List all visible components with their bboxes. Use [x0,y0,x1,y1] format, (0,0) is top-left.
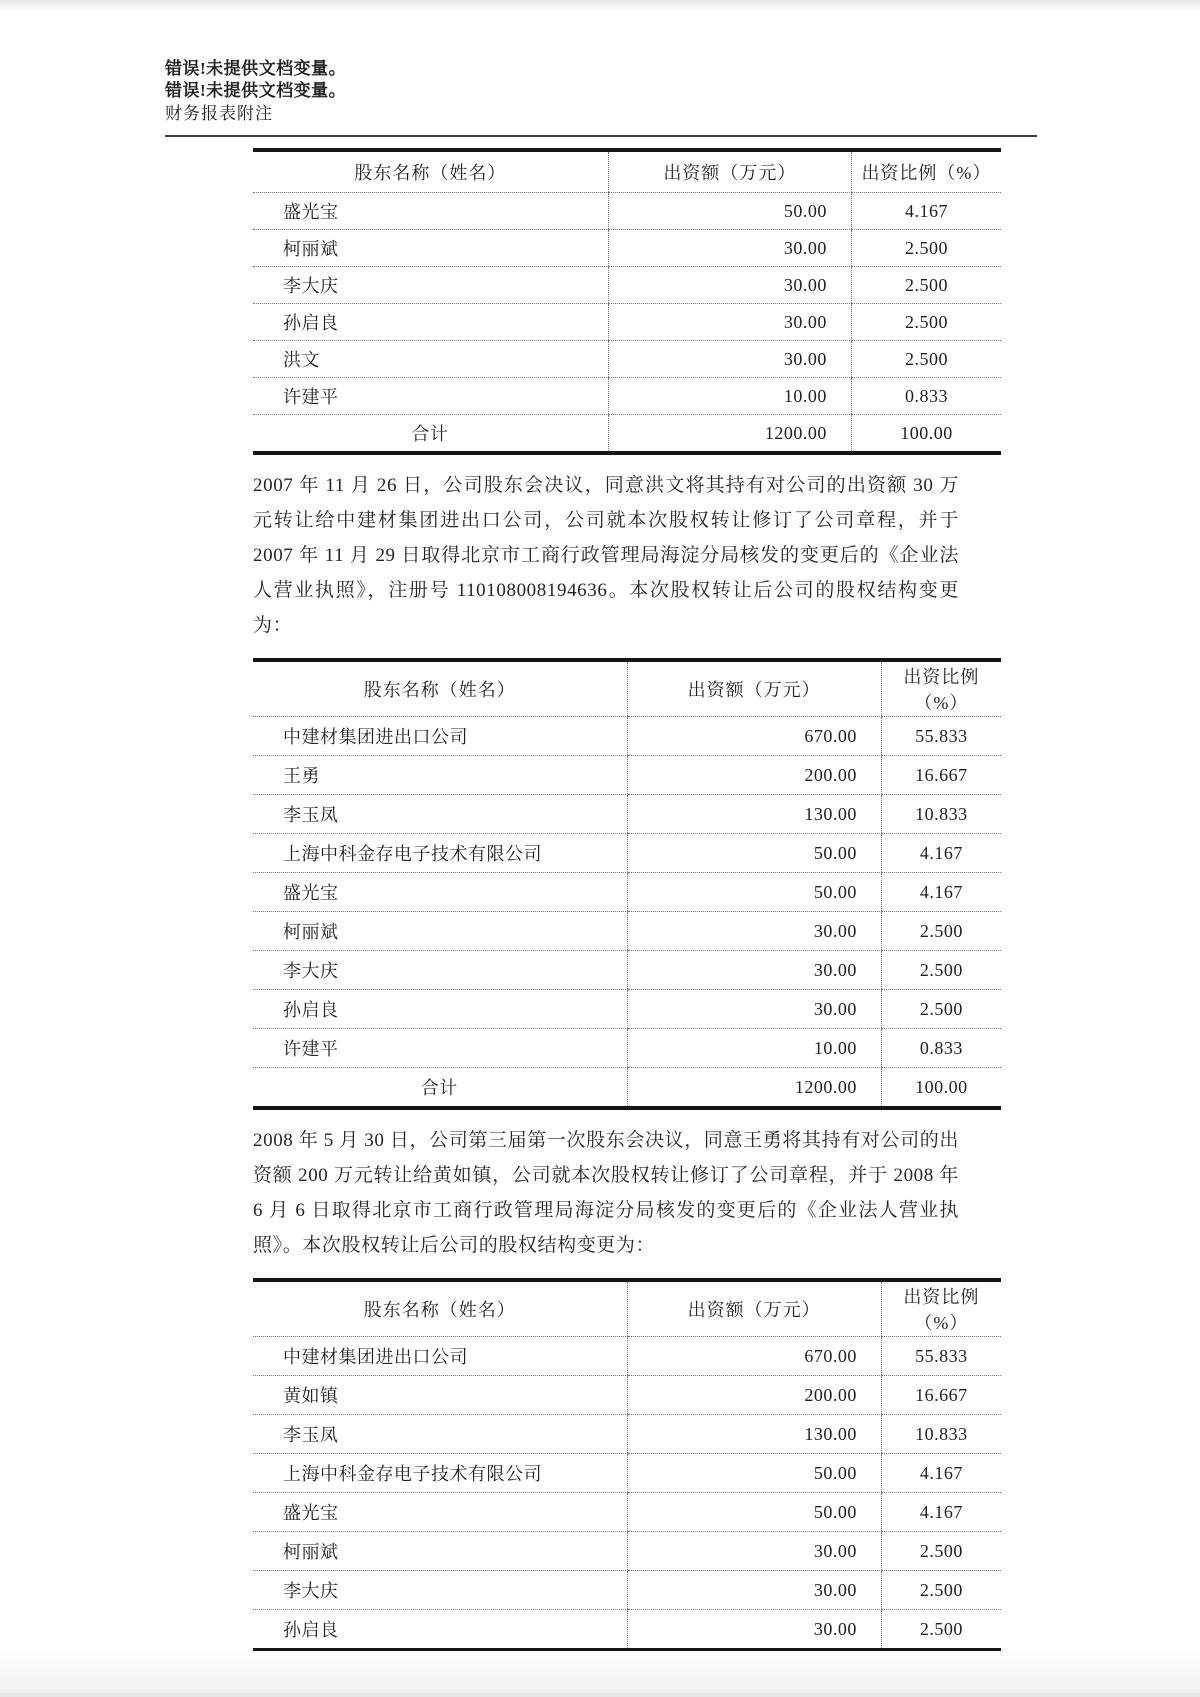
shareholder-name: 柯丽斌 [253,1532,627,1571]
total-row [253,415,1001,454]
shareholder-name: 孙启良 [283,1620,339,1640]
contribution-amount: 30.00 [627,951,881,990]
shareholder-table-before-2007-transfer [253,148,1001,455]
shareholder-row [253,378,1001,415]
contribution-amount: 50.00 [627,1454,881,1493]
shareholder-row [253,1532,1001,1571]
contribution-amount: 30.00 [608,230,851,267]
column-header: 出资额（万元） [627,660,881,717]
shareholder-row [253,990,1001,1029]
contribution-amount: 30.00 [627,1532,881,1571]
table-header-row [253,660,1001,717]
shareholder-row [253,1610,1001,1651]
scan-edge-bottom [0,1651,1200,1697]
contribution-ratio: 2.500 [851,267,1001,304]
shareholder-row [253,834,1001,873]
shareholder-row [253,230,1001,267]
doc-header [165,58,1037,125]
shareholder-row [253,267,1001,304]
shareholder-name: 李玉凤 [253,1415,627,1454]
shareholder-row [253,912,1001,951]
shareholder-row [253,1493,1001,1532]
contribution-amount: 30.00 [627,1610,881,1651]
header-section-title: 财务报表附注 [165,104,273,123]
shareholder-name: 孙启良 [253,990,627,1029]
contribution-amount: 50.00 [627,834,881,873]
shareholder-name: 黄如镇 [253,1376,627,1415]
shareholder-row [253,1337,1001,1376]
contribution-ratio: 2.500 [851,341,1001,378]
contribution-ratio: 2.500 [881,1571,1001,1610]
shareholder-name: 上海中科金存电子技术有限公司 [253,1454,627,1493]
column-header: 股东名称（姓名） [253,1280,627,1337]
contribution-amount: 30.00 [608,304,851,341]
shareholder-name: 李大庆 [253,267,608,304]
column-header: 出资额（万元） [608,150,851,193]
shareholder-row [253,341,1001,378]
shareholder-row [253,756,1001,795]
contribution-ratio: 2.500 [881,1532,1001,1571]
shareholder-table-after-2007-transfer [253,658,1001,1110]
contribution-amount: 670.00 [627,717,881,756]
contribution-amount: 30.00 [608,267,851,304]
contribution-ratio: 100.00 [881,1068,1001,1109]
shareholder-name: 王勇 [253,756,627,795]
shareholder-name: 孙启良 [253,304,608,341]
contribution-ratio: 2.500 [851,304,1001,341]
shareholder-name: 柯丽斌 [253,230,608,267]
table-header-row [253,1280,1001,1337]
contribution-ratio: 16.667 [881,1376,1001,1415]
total-label: 合计 [411,424,449,444]
contribution-amount: 30.00 [627,990,881,1029]
contribution-ratio: 4.167 [881,1493,1001,1532]
shareholder-table-after-2008-transfer [253,1278,1001,1652]
shareholder-row [253,795,1001,834]
contribution-amount: 10.00 [608,378,851,415]
contribution-amount: 130.00 [627,1415,881,1454]
contribution-amount: 670.00 [627,1337,881,1376]
contribution-ratio: 2.500 [881,951,1001,990]
contribution-amount: 50.00 [627,1493,881,1532]
shareholder-row [253,1571,1001,1610]
contribution-ratio: 55.833 [881,1337,1001,1376]
shareholder-name: 许建平 [253,378,608,415]
contribution-ratio: 0.833 [881,1029,1001,1068]
shareholder-row [253,1415,1001,1454]
contribution-ratio: 2.500 [851,230,1001,267]
header-rule [165,135,1037,137]
total-label: 合计 [420,1078,458,1098]
contribution-ratio: 10.833 [881,1415,1001,1454]
contribution-amount: 130.00 [627,795,881,834]
shareholder-name: 许建平 [253,1029,627,1068]
shareholder-name: 中建材集团进出口公司 [253,1337,627,1376]
contribution-ratio: 4.167 [881,873,1001,912]
column-header: 出资额（万元） [627,1280,881,1337]
contribution-ratio: 16.667 [881,756,1001,795]
shareholder-row [253,1376,1001,1415]
shareholder-name: 盛光宝 [253,873,627,912]
contribution-amount: 200.00 [627,756,881,795]
contribution-ratio: 55.833 [881,717,1001,756]
contribution-amount: 1200.00 [627,1068,881,1109]
shareholder-row [253,1454,1001,1493]
contribution-amount: 200.00 [627,1376,881,1415]
contribution-amount: 1200.00 [608,415,851,454]
contribution-amount: 30.00 [627,912,881,951]
contribution-ratio: 2.500 [881,912,1001,951]
paragraph-2008-transfer: 2008 年 5 月 30 日，公司第三届第一次股东会决议，同意王勇将其持有对公司的出资额 200 万元转让给黄如镇，公司就本次股权转让修订了公司章程，并于 2008 年 6 月 6 日取得北京市工商行政管理局海淀分局核发的变更后的《企业法人营业执照》。本次股权转让后公司的股权结构变更为： [253,1130,959,1256]
contribution-ratio: 0.833 [851,378,1001,415]
header-error-line-1: 错误!未提供文档变量。 [165,59,347,78]
contribution-amount: 30.00 [608,341,851,378]
table-header-row [253,150,1001,193]
contribution-ratio: 10.833 [881,795,1001,834]
shareholder-row [253,1029,1001,1068]
shareholder-row [253,951,1001,990]
contribution-ratio: 4.167 [881,1454,1001,1493]
total-row [253,1068,1001,1109]
shareholder-row [253,304,1001,341]
contribution-ratio: 100.00 [851,415,1001,454]
shareholder-name: 李大庆 [253,1571,627,1610]
shareholder-row [253,717,1001,756]
contribution-ratio: 4.167 [851,193,1001,230]
column-header: 出资比例（%） [881,660,1001,717]
shareholder-name: 李大庆 [253,951,627,990]
shareholder-row [253,193,1001,230]
column-header: 出资比例（%） [881,1280,1001,1337]
shareholder-name: 洪文 [253,341,608,378]
shareholder-name: 柯丽斌 [253,912,627,951]
paragraph-2007-transfer: 2007 年 11 月 26 日，公司股东会决议，同意洪文将其持有对公司的出资额 30 万元转让给中建材集团进出口公司，公司就本次股权转让修订了公司章程，并于 2007 年 11 月 29 日取得北京市工商行政管理局海淀分局核发的变更后的《企业法人营业执照》，注册号 110108008194636。本次股权转让后公司的股权结构变更为： [253,475,959,636]
column-header: 出资比例（%） [851,150,1001,193]
column-header: 股东名称（姓名） [253,660,627,717]
header-error-line-2: 错误!未提供文档变量。 [165,81,347,100]
contribution-amount: 30.00 [627,1571,881,1610]
contribution-amount: 50.00 [627,873,881,912]
shareholder-name: 盛光宝 [253,1493,627,1532]
contribution-amount: 10.00 [627,1029,881,1068]
column-header: 股东名称（姓名） [253,150,608,193]
contribution-ratio: 2.500 [881,990,1001,1029]
shareholder-name: 盛光宝 [253,193,608,230]
contribution-amount: 50.00 [608,193,851,230]
shareholder-name: 中建材集团进出口公司 [253,717,627,756]
shareholder-row [253,873,1001,912]
shareholder-name: 上海中科金存电子技术有限公司 [253,834,627,873]
shareholder-name: 李玉凤 [253,795,627,834]
contribution-ratio: 4.167 [881,834,1001,873]
contribution-ratio: 2.500 [881,1610,1001,1651]
